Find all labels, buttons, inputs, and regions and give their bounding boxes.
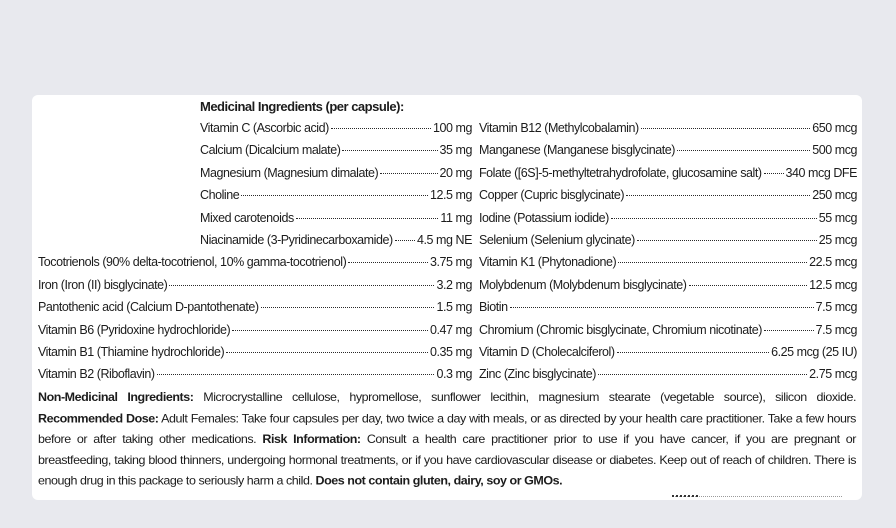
non-medicinal-text: Microcrystalline cellulose, hypromellose, sunflower lecithin, magnesium stearate (vegetable source), silicon dioxide. (193, 390, 856, 404)
dot-leader (348, 262, 428, 263)
dot-leader (395, 240, 415, 241)
ingredient-amount: 12.5 mcg (809, 277, 857, 292)
ingredient-row (38, 341, 472, 363)
ingredient-row (479, 229, 857, 251)
dot-leader (689, 285, 808, 286)
ingredient-row (200, 117, 472, 139)
ingredient-amount: 500 mcg (812, 143, 857, 158)
ingredient-name: Zinc (Zinc bisglycinate) (479, 367, 597, 382)
ingredient-name: Copper (Cupric bisglycinate) (479, 188, 625, 203)
dot-leader (510, 307, 814, 308)
ingredient-name: Niacinamide (3-Pyridinecarboxamide) (200, 233, 393, 247)
dot-leader (637, 240, 817, 241)
ingredient-amount: 35 mg (439, 143, 472, 158)
ingredient-amount: 22.5 mcg (809, 255, 857, 270)
ingredient-name: Pantothenic acid (Calcium D-pantothenate) (38, 300, 259, 315)
ingredient-amount: 4.5 mg NE (416, 233, 472, 247)
ingredient-name: Choline (200, 188, 240, 203)
ingredient-row (38, 274, 472, 296)
dot-leader (764, 330, 814, 331)
ingredient-amount: 12.5 mg (429, 188, 472, 203)
ingredient-amount: 0.3 mg (436, 367, 472, 382)
dose-label: Recommended Dose: (38, 411, 159, 425)
dot-leader (241, 195, 428, 196)
ingredient-row (38, 319, 472, 341)
ingredient-amount: 7.5 mcg (815, 300, 857, 315)
ingredient-name: Biotin (479, 300, 508, 315)
dot-leader (169, 285, 434, 286)
ingredient-name: Mixed carotenoids (200, 210, 294, 225)
ingredient-row (38, 296, 472, 318)
ingredient-amount: 0.35 mg (429, 345, 472, 359)
ingredient-name: Iron (Iron (II) bisglycinate) (38, 277, 168, 292)
ingredient-amount: 3.2 mg (436, 277, 472, 292)
ingredient-row (200, 229, 472, 251)
ingredient-name: Vitamin B6 (Pyridoxine hydrochloride) (38, 322, 231, 337)
ingredient-row (38, 251, 472, 273)
ingredient-name: Vitamin B12 (Methylcobalamin) (479, 121, 639, 135)
supplement-label-card (32, 95, 862, 500)
risk-label: Risk Information: (262, 432, 361, 446)
dose-text: Adult Females: Take four capsules per day, two twice a day with meals, or as directed by your health care practitioner. Take a few hours before or after taking other medications. (38, 411, 856, 446)
ingredient-name: Vitamin C (Ascorbic acid) (200, 121, 329, 135)
ingredient-amount: 6.25 mcg (25 IU) (771, 345, 857, 359)
ingredient-amount: 7.5 mcg (815, 322, 857, 337)
ingredient-row (479, 363, 857, 385)
ingredient-label (32, 95, 862, 500)
ingredient-row (200, 139, 472, 161)
ingredient-row (479, 139, 857, 161)
cut-off-strip-mark (672, 495, 698, 500)
ingredient-row (200, 162, 472, 184)
ingredient-row (479, 251, 857, 273)
ingredient-name: Tocotrienols (90% delta-tocotrienol, 10% gamma-tocotrienol) (38, 255, 347, 270)
dot-leader (296, 218, 439, 219)
ingredient-amount: 250 mcg (812, 188, 857, 203)
ingredient-name: Vitamin B2 (Riboflavin) (38, 367, 155, 382)
ingredient-amount: 0.47 mg (429, 322, 472, 337)
ingredient-amount: 11 mg (440, 210, 472, 225)
ingredient-row (200, 184, 472, 206)
dot-leader (764, 173, 784, 174)
ingredient-amount: 3.75 mg (429, 255, 472, 270)
dot-leader (342, 150, 437, 151)
ingredient-row (479, 274, 857, 296)
ingredient-amount: 650 mcg (812, 121, 857, 135)
ingredient-name: Chromium (Chromic bisglycinate, Chromium nicotinate) (479, 322, 762, 337)
ingredient-name: Calcium (Dicalcium malate) (200, 143, 341, 158)
ingredient-row (479, 162, 857, 184)
dot-leader (641, 128, 810, 129)
ingredient-row (479, 207, 857, 229)
dot-leader (157, 374, 435, 375)
dot-leader (611, 218, 817, 219)
ingredient-row (479, 319, 857, 341)
ingredient-amount: 100 mg (433, 121, 472, 135)
ingredient-name: Folate ([6S]-5-methyltetrahydrofolate, glucosamine salt) (479, 165, 762, 180)
dot-leader (618, 262, 807, 263)
medicinal-ingredients-heading: Medicinal Ingredients (per capsule): (200, 99, 404, 114)
ingredient-amount: 25 mcg (818, 233, 857, 247)
ingredient-name: Molybdenum (Molybdenum bisglycinate) (479, 277, 687, 292)
dot-leader (626, 195, 810, 196)
dot-leader (261, 307, 435, 308)
ingredient-amount: 340 mcg DFE (785, 165, 857, 180)
dot-leader (598, 374, 807, 375)
allergen-note: Does not contain gluten, dairy, soy or GMOs. (315, 474, 563, 488)
ingredient-name: Iodine (Potassium iodide) (479, 210, 609, 225)
ingredient-row (38, 363, 472, 385)
ingredient-row (479, 117, 857, 139)
ingredient-row (479, 184, 857, 206)
ingredient-row (479, 296, 857, 318)
ingredient-name: Magnesium (Magnesium dimalate) (200, 165, 379, 180)
dot-leader (226, 352, 428, 353)
ingredient-name: Manganese (Manganese bisglycinate) (479, 143, 675, 158)
ingredient-amount: 55 mcg (818, 210, 857, 225)
ingredient-amount: 20 mg (439, 165, 472, 180)
cut-off-strip (672, 496, 842, 500)
dot-leader (617, 352, 770, 353)
ingredient-amount: 2.75 mcg (809, 367, 857, 382)
ingredient-name: Vitamin B1 (Thiamine hydrochloride) (38, 345, 225, 359)
dot-leader (331, 128, 431, 129)
dot-leader (677, 150, 810, 151)
label-info-paragraph (38, 387, 856, 492)
ingredient-row (479, 341, 857, 363)
non-medicinal-label: Non-Medicinal Ingredients: (38, 390, 194, 404)
ingredient-row (200, 207, 472, 229)
ingredient-amount: 1.5 mg (436, 300, 472, 315)
risk-text: Consult a health care practitioner prior to use if you have cancer, if you are pregnant or breastfeeding, taking blood thinners, undergoing hormonal treatments, or if you have cardiovascular disease or diabetes. Keep out of reach of children. There is enough drug in this package to seriously harm a child. (38, 432, 856, 488)
dot-leader (232, 330, 428, 331)
ingredient-name: Selenium (Selenium glycinate) (479, 233, 635, 247)
ingredient-name: Vitamin D (Cholecalciferol) (479, 345, 615, 359)
ingredient-name: Vitamin K1 (Phytonadione) (479, 255, 617, 270)
dot-leader (380, 173, 437, 174)
